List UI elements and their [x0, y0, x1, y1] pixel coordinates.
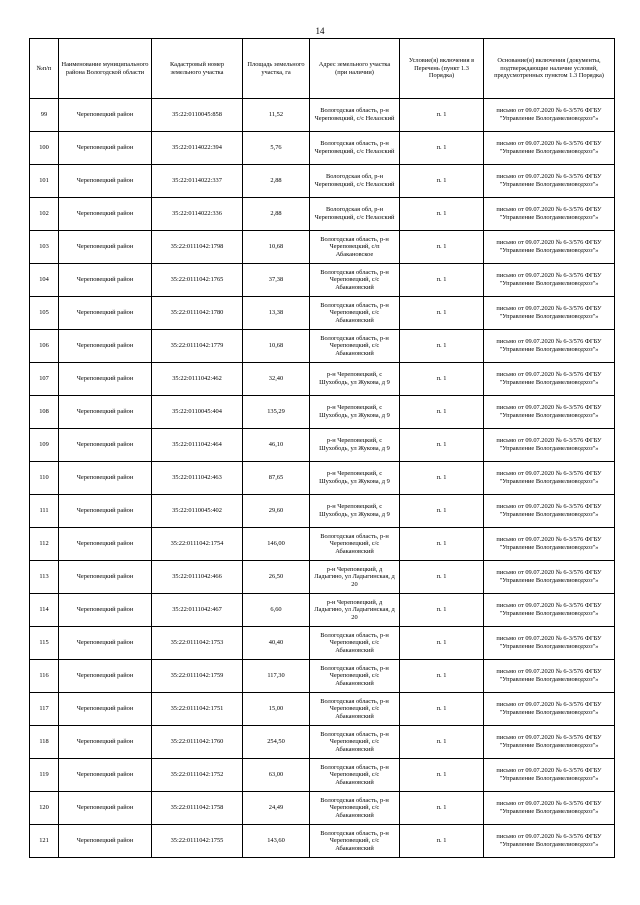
- cell-condition: п. 1: [400, 726, 484, 759]
- cell-condition: п. 1: [400, 495, 484, 528]
- cell-district: Череповецкий район: [59, 462, 152, 495]
- cell-address: Вологодская область, р-н Череповецкий, с/п Абакановское: [310, 231, 400, 264]
- table-row: [30, 330, 615, 363]
- cell-condition: п. 1: [400, 99, 484, 132]
- cell-basis: письмо от 09.07.2020 № 6-3/576 ФГБУ "Управление Вологдамелиоводхоз"»: [484, 627, 615, 660]
- cell-condition: п. 1: [400, 627, 484, 660]
- cell-basis: письмо от 09.07.2020 № 6-3/576 ФГБУ "Управление Вологдамелиоводхоз"»: [484, 198, 615, 231]
- cell-num: 104: [30, 264, 59, 297]
- cell-area: 2,88: [243, 165, 310, 198]
- cell-condition: п. 1: [400, 396, 484, 429]
- cell-num: 111: [30, 495, 59, 528]
- header-num: №п/п: [30, 39, 59, 99]
- cell-district: Череповецкий район: [59, 165, 152, 198]
- header-address: Адрес земельного участка (при наличии): [310, 39, 400, 99]
- cell-condition: п. 1: [400, 132, 484, 165]
- header-condition: Условие(я) включения в Перечень (пункт 1.3 Порядка): [400, 39, 484, 99]
- cell-condition: п. 1: [400, 660, 484, 693]
- cell-address: р-н Череповецкий, д Ладыгино, ул Ладыгинская, д 20: [310, 561, 400, 594]
- table-row: [30, 759, 615, 792]
- cell-num: 115: [30, 627, 59, 660]
- cell-district: Череповецкий район: [59, 198, 152, 231]
- cell-num: 101: [30, 165, 59, 198]
- cell-district: Череповецкий район: [59, 330, 152, 363]
- cell-cadastral: 35:22:0111042:1765: [152, 264, 243, 297]
- cell-cadastral: 35:22:0114022:394: [152, 132, 243, 165]
- table-row: [30, 297, 615, 330]
- cell-basis: письмо от 09.07.2020 № 6-3/576 ФГБУ "Управление Вологдамелиоводхоз"»: [484, 429, 615, 462]
- cell-num: 107: [30, 363, 59, 396]
- cell-district: Череповецкий район: [59, 726, 152, 759]
- cell-area: 15,00: [243, 693, 310, 726]
- cell-area: 32,40: [243, 363, 310, 396]
- cell-address: р-н Череповецкий, с Шухободь, ул Жукова, д 9: [310, 462, 400, 495]
- table-row: [30, 396, 615, 429]
- cell-num: 117: [30, 693, 59, 726]
- cell-area: 10,68: [243, 231, 310, 264]
- cell-cadastral: 35:22:0110045:404: [152, 396, 243, 429]
- cell-address: Вологодская область, р-н Череповецкий, с/с Абакановский: [310, 693, 400, 726]
- cell-area: 6,60: [243, 594, 310, 627]
- table-row: [30, 825, 615, 858]
- cell-cadastral: 35:22:0111042:1798: [152, 231, 243, 264]
- table-row: [30, 627, 615, 660]
- cell-district: Череповецкий район: [59, 825, 152, 858]
- cell-cadastral: 35:22:0111042:1755: [152, 825, 243, 858]
- cell-num: 120: [30, 792, 59, 825]
- cell-address: Вологодская область, р-н Череповецкий, с/с Нелазский: [310, 132, 400, 165]
- cell-district: Череповецкий район: [59, 693, 152, 726]
- cell-district: Череповецкий район: [59, 495, 152, 528]
- cell-area: 37,38: [243, 264, 310, 297]
- cell-num: 102: [30, 198, 59, 231]
- cell-num: 110: [30, 462, 59, 495]
- table-row: [30, 264, 615, 297]
- cell-district: Череповецкий район: [59, 792, 152, 825]
- cell-district: Череповецкий район: [59, 231, 152, 264]
- cell-condition: п. 1: [400, 363, 484, 396]
- cell-address: Вологодская область, р-н Череповецкий, с/с Абакановский: [310, 264, 400, 297]
- cell-address: Вологодская обл, р-н Череповецкий, с/с Нелазский: [310, 165, 400, 198]
- cell-area: 146,00: [243, 528, 310, 561]
- cell-address: Вологодская область, р-н Череповецкий, с/с Абакановский: [310, 528, 400, 561]
- cell-address: Вологодская обл, р-н Череповецкий, с/с Нелазский: [310, 198, 400, 231]
- cell-num: 99: [30, 99, 59, 132]
- cell-cadastral: 35:22:0111042:467: [152, 594, 243, 627]
- cell-cadastral: 35:22:0111042:1760: [152, 726, 243, 759]
- cell-address: Вологодская область, р-н Череповецкий, с/с Абакановский: [310, 726, 400, 759]
- cell-basis: письмо от 09.07.2020 № 6-3/576 ФГБУ "Управление Вологдамелиоводхоз"»: [484, 660, 615, 693]
- cell-condition: п. 1: [400, 528, 484, 561]
- cell-num: 113: [30, 561, 59, 594]
- cell-district: Череповецкий район: [59, 264, 152, 297]
- cell-area: 5,76: [243, 132, 310, 165]
- cell-num: 116: [30, 660, 59, 693]
- cell-num: 105: [30, 297, 59, 330]
- cell-district: Череповецкий район: [59, 561, 152, 594]
- cell-district: Череповецкий район: [59, 132, 152, 165]
- cell-district: Череповецкий район: [59, 396, 152, 429]
- cell-area: 10,68: [243, 330, 310, 363]
- cell-area: 143,60: [243, 825, 310, 858]
- cell-condition: п. 1: [400, 198, 484, 231]
- table-row: [30, 429, 615, 462]
- cell-num: 118: [30, 726, 59, 759]
- cell-address: Вологодская область, р-н Череповецкий, с/с Абакановский: [310, 627, 400, 660]
- cell-basis: письмо от 09.07.2020 № 6-3/576 ФГБУ "Управление Вологдамелиоводхоз"»: [484, 363, 615, 396]
- cell-condition: п. 1: [400, 693, 484, 726]
- cell-condition: п. 1: [400, 297, 484, 330]
- cell-basis: письмо от 09.07.2020 № 6-3/576 ФГБУ "Управление Вологдамелиоводхоз"»: [484, 726, 615, 759]
- table-row: [30, 561, 615, 594]
- cell-cadastral: 35:22:0111042:1759: [152, 660, 243, 693]
- cell-address: Вологодская область, р-н Череповецкий, с/с Абакановский: [310, 759, 400, 792]
- cell-basis: письмо от 09.07.2020 № 6-3/576 ФГБУ "Управление Вологдамелиоводхоз"»: [484, 693, 615, 726]
- cell-cadastral: 35:22:0111042:1779: [152, 330, 243, 363]
- cell-basis: письмо от 09.07.2020 № 6-3/576 ФГБУ "Управление Вологдамелиоводхоз"»: [484, 792, 615, 825]
- cell-address: р-н Череповецкий, с Шухободь, ул Жукова, д 9: [310, 396, 400, 429]
- cell-cadastral: 35:22:0110045:402: [152, 495, 243, 528]
- cell-area: 135,29: [243, 396, 310, 429]
- cell-cadastral: 35:22:0114022:336: [152, 198, 243, 231]
- table-row: [30, 594, 615, 627]
- cell-num: 108: [30, 396, 59, 429]
- cell-cadastral: 35:22:0111042:1758: [152, 792, 243, 825]
- cell-basis: письмо от 09.07.2020 № 6-3/576 ФГБУ "Управление Вологдамелиоводхоз"»: [484, 594, 615, 627]
- cell-address: Вологодская область, р-н Череповецкий, с/с Абакановский: [310, 792, 400, 825]
- table-row: [30, 231, 615, 264]
- cell-basis: письмо от 09.07.2020 № 6-3/576 ФГБУ "Управление Вологдамелиоводхоз"»: [484, 330, 615, 363]
- cell-area: 87,65: [243, 462, 310, 495]
- cell-condition: п. 1: [400, 264, 484, 297]
- cell-cadastral: 35:22:0111042:462: [152, 363, 243, 396]
- cell-address: Вологодская область, р-н Череповецкий, с/с Абакановский: [310, 330, 400, 363]
- header-cadastral: Кадастровый номер земельного участка: [152, 39, 243, 99]
- cell-basis: письмо от 09.07.2020 № 6-3/576 ФГБУ "Управление Вологдамелиоводхоз"»: [484, 297, 615, 330]
- cell-cadastral: 35:22:0111042:1752: [152, 759, 243, 792]
- cell-district: Череповецкий район: [59, 99, 152, 132]
- cell-cadastral: 35:22:0111042:1753: [152, 627, 243, 660]
- table-row: [30, 165, 615, 198]
- cell-district: Череповецкий район: [59, 297, 152, 330]
- cell-district: Череповецкий район: [59, 363, 152, 396]
- cell-area: 26,50: [243, 561, 310, 594]
- cell-cadastral: 35:22:0111042:1751: [152, 693, 243, 726]
- page-number: 14: [315, 26, 325, 36]
- cell-district: Череповецкий район: [59, 759, 152, 792]
- cell-num: 119: [30, 759, 59, 792]
- cell-cadastral: 35:22:0110045:858: [152, 99, 243, 132]
- cell-basis: письмо от 09.07.2020 № 6-3/576 ФГБУ "Управление Вологдамелиоводхоз"»: [484, 264, 615, 297]
- header-basis: Основание(я) включения (документы, подтверждающие наличие условий, предусмотренных пунктом 1.3 Порядка): [484, 39, 615, 99]
- cell-condition: п. 1: [400, 759, 484, 792]
- cell-num: 100: [30, 132, 59, 165]
- cell-condition: п. 1: [400, 825, 484, 858]
- cell-basis: письмо от 09.07.2020 № 6-3/576 ФГБУ "Управление Вологдамелиоводхоз"»: [484, 528, 615, 561]
- cell-num: 114: [30, 594, 59, 627]
- cell-address: Вологодская область, р-н Череповецкий, с/с Абакановский: [310, 660, 400, 693]
- cell-address: Вологодская область, р-н Череповецкий, с/с Нелазский: [310, 99, 400, 132]
- cell-basis: письмо от 09.07.2020 № 6-3/576 ФГБУ "Управление Вологдамелиоводхоз"»: [484, 495, 615, 528]
- cell-num: 103: [30, 231, 59, 264]
- table-row: [30, 693, 615, 726]
- cell-address: р-н Череповецкий, с Шухободь, ул Жукова, д 9: [310, 429, 400, 462]
- cell-cadastral: 35:22:0111042:464: [152, 429, 243, 462]
- table-header-row: [30, 39, 615, 99]
- cell-address: р-н Череповецкий, д Ладыгино, ул Ладыгинская, д 20: [310, 594, 400, 627]
- cell-area: 254,50: [243, 726, 310, 759]
- cell-area: 11,52: [243, 99, 310, 132]
- cell-cadastral: 35:22:0111042:1754: [152, 528, 243, 561]
- table-body: [30, 99, 615, 858]
- cell-address: Вологодская область, р-н Череповецкий, с/с Абакановский: [310, 825, 400, 858]
- cell-area: 46,10: [243, 429, 310, 462]
- cell-num: 112: [30, 528, 59, 561]
- cell-num: 106: [30, 330, 59, 363]
- cell-num: 121: [30, 825, 59, 858]
- cell-area: 117,30: [243, 660, 310, 693]
- cell-basis: письмо от 09.07.2020 № 6-3/576 ФГБУ "Управление Вологдамелиоводхоз"»: [484, 99, 615, 132]
- cell-area: 63,00: [243, 759, 310, 792]
- cell-basis: письмо от 09.07.2020 № 6-3/576 ФГБУ "Управление Вологдамелиоводхоз"»: [484, 396, 615, 429]
- cell-area: 29,60: [243, 495, 310, 528]
- table-row: [30, 726, 615, 759]
- table-row: [30, 363, 615, 396]
- cell-condition: п. 1: [400, 429, 484, 462]
- cell-condition: п. 1: [400, 462, 484, 495]
- cell-district: Череповецкий район: [59, 528, 152, 561]
- cell-basis: письмо от 09.07.2020 № 6-3/576 ФГБУ "Управление Вологдамелиоводхоз"»: [484, 825, 615, 858]
- cell-area: 40,40: [243, 627, 310, 660]
- cell-condition: п. 1: [400, 165, 484, 198]
- cell-condition: п. 1: [400, 231, 484, 264]
- cell-basis: письмо от 09.07.2020 № 6-3/576 ФГБУ "Управление Вологдамелиоводхоз"»: [484, 231, 615, 264]
- cell-basis: письмо от 09.07.2020 № 6-3/576 ФГБУ "Управление Вологдамелиоводхоз"»: [484, 462, 615, 495]
- cell-area: 13,38: [243, 297, 310, 330]
- cell-area: 24,49: [243, 792, 310, 825]
- cell-basis: письмо от 09.07.2020 № 6-3/576 ФГБУ "Управление Вологдамелиоводхоз"»: [484, 759, 615, 792]
- cell-basis: письмо от 09.07.2020 № 6-3/576 ФГБУ "Управление Вологдамелиоводхоз"»: [484, 561, 615, 594]
- cell-address: р-н Череповецкий, с Шухободь, ул Жукова, д 9: [310, 363, 400, 396]
- cell-cadastral: 35:22:0111042:1780: [152, 297, 243, 330]
- cell-cadastral: 35:22:0114022:337: [152, 165, 243, 198]
- cell-district: Череповецкий район: [59, 627, 152, 660]
- cell-district: Череповецкий район: [59, 660, 152, 693]
- cell-condition: п. 1: [400, 792, 484, 825]
- header-district: Наименование муниципального района Вологодской области: [59, 39, 152, 99]
- table-row: [30, 792, 615, 825]
- table-row: [30, 495, 615, 528]
- cell-num: 109: [30, 429, 59, 462]
- table-row: [30, 198, 615, 231]
- cell-condition: п. 1: [400, 561, 484, 594]
- table-row: [30, 132, 615, 165]
- table-row: [30, 99, 615, 132]
- table-row: [30, 660, 615, 693]
- cell-condition: п. 1: [400, 330, 484, 363]
- cell-address: р-н Череповецкий, с Шухободь, ул Жукова, д 9: [310, 495, 400, 528]
- cell-address: Вологодская область, р-н Череповецкий, с/с Абакановский: [310, 297, 400, 330]
- cell-condition: п. 1: [400, 594, 484, 627]
- cell-district: Череповецкий район: [59, 429, 152, 462]
- cell-basis: письмо от 09.07.2020 № 6-3/576 ФГБУ "Управление Вологдамелиоводхоз"»: [484, 165, 615, 198]
- cell-district: Череповецкий район: [59, 594, 152, 627]
- cell-cadastral: 35:22:0111042:463: [152, 462, 243, 495]
- cell-area: 2,88: [243, 198, 310, 231]
- table-row: [30, 462, 615, 495]
- header-area: Площадь земельного участка, га: [243, 39, 310, 99]
- cell-cadastral: 35:22:0111042:466: [152, 561, 243, 594]
- cell-basis: письмо от 09.07.2020 № 6-3/576 ФГБУ "Управление Вологдамелиоводхоз"»: [484, 132, 615, 165]
- table-row: [30, 528, 615, 561]
- land-plots-table: [29, 38, 615, 858]
